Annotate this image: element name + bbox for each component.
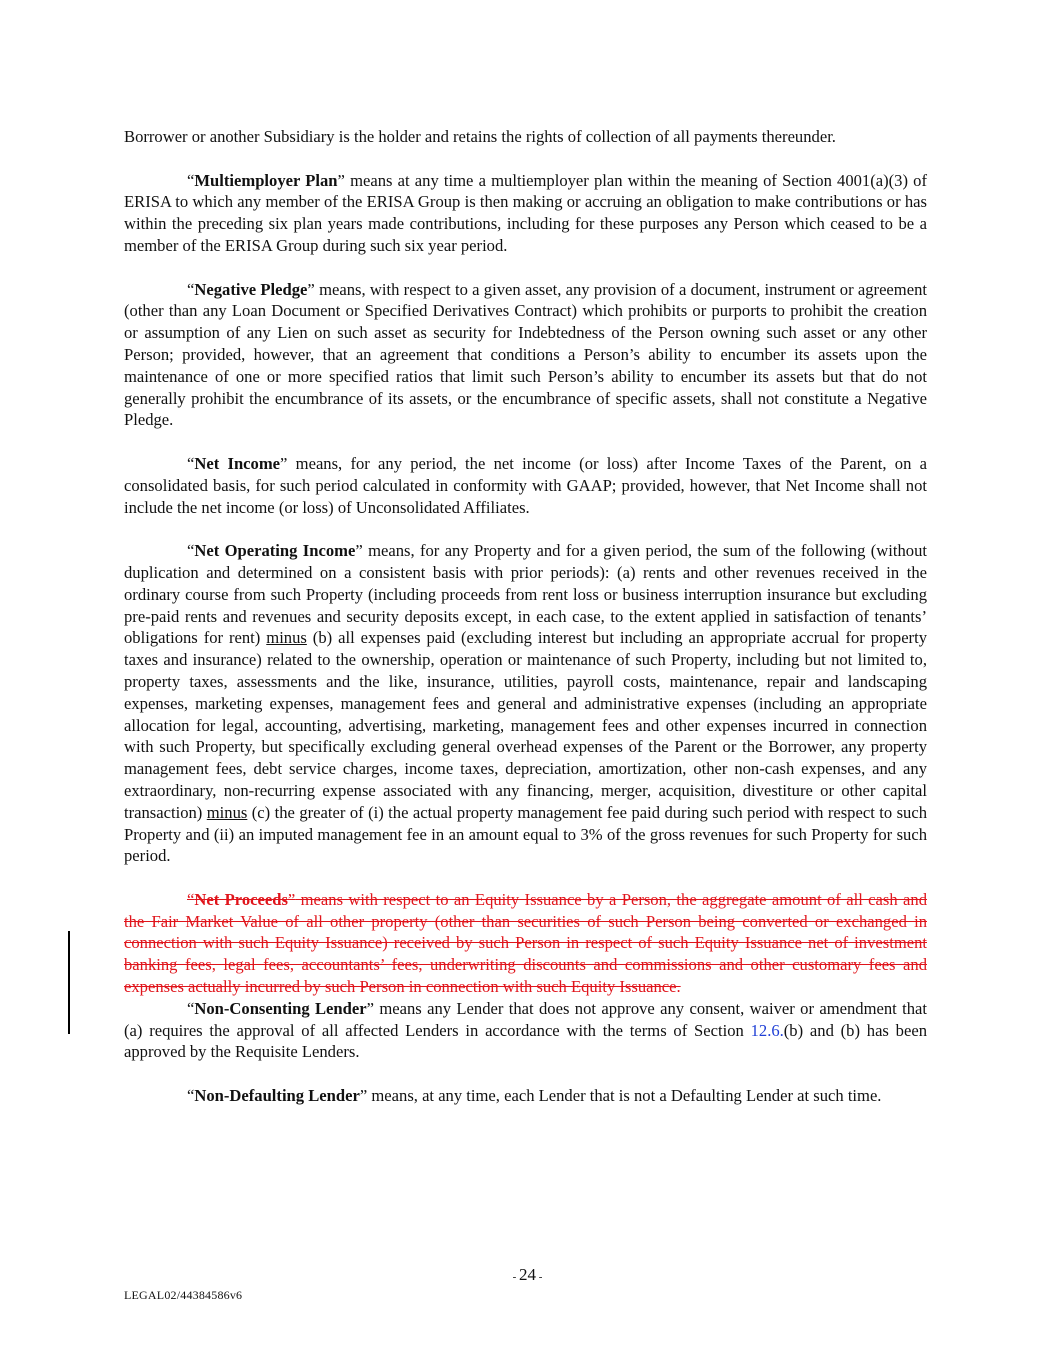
definition-body: means, for any period, the net income (or loss) after Income Taxes of the Parent, on a consolidated basis, for such period calculated in conformity with GAAP; provided, however, that Net Income shall not include the net income (or loss) of Unconsolidated Affiliates.	[124, 453, 928, 517]
close-quote: ”	[307, 279, 315, 299]
page-number-dash: -	[512, 1271, 519, 1283]
definition-body-part-a: means any Lender that does not approve any consent, waiver or amendment that (a) requires the approval of all affected Lenders in accordance with the terms of Section	[124, 998, 927, 1040]
intro-continuation-paragraph	[124, 126, 927, 148]
defined-term: Multiemployer Plan	[194, 170, 338, 190]
document-id: LEGAL02/44384586v6	[124, 1288, 243, 1302]
defined-term: Non-Consenting Lender	[194, 998, 367, 1018]
definition-net-income	[124, 453, 927, 518]
defined-term: Negative Pledge	[194, 279, 308, 299]
page-number-dash: -	[536, 1271, 543, 1283]
section-cross-reference-link[interactable]: 12.6.	[750, 1020, 784, 1040]
open-quote: “	[187, 998, 195, 1018]
defined-term: Net Operating Income	[194, 541, 356, 561]
close-quote: ”	[287, 889, 296, 909]
definition-negative-pledge	[124, 279, 927, 432]
close-quote: ”	[280, 453, 288, 473]
close-quote: ”	[355, 541, 363, 561]
definition-multiemployer-plan	[124, 170, 927, 257]
definition-non-consenting-lender	[124, 998, 927, 1063]
defined-term: Net Income	[194, 453, 281, 473]
close-quote: ”	[359, 1086, 368, 1106]
open-quote: “	[187, 541, 195, 561]
definition-net-operating-income	[124, 540, 927, 867]
definition-body: means at any time a multiemployer plan within the meaning of Section 4001(a)(3) of ERISA to which any member of the ERISA Group is then making or accruing an obligation to make contributions or has within the preceding six plan years made contributions, including for these purposes any Person which ceased to be a member of the ERISA Group during such six year period.	[124, 170, 927, 255]
definition-non-defaulting-lender	[124, 1085, 927, 1107]
page-number-value: 24	[519, 1265, 536, 1284]
definition-body-part-a: means, for any Property and for a given period, the sum of the following (without duplication and determined on a consistent basis with prior periods): (a) rents and other revenues received in the ordinary course from such Property (including proceeds from rent loss or business interruption insurance but excluding pre-paid rents and revenues and security deposits except, in each case, to the extent applied in satisfaction of tenants’ obligations for rent)	[124, 541, 927, 648]
open-quote: “	[187, 1086, 195, 1106]
definition-body-part-c: (c) the greater of (i) the actual property management fee paid during such period with respect to such Property and (ii) an imputed management fee in an amount equal to 3% of the gross revenues for such Property for such period.	[124, 802, 927, 866]
document-page	[124, 126, 927, 1129]
definition-body-part-b: (b) all expenses paid (excluding interest but including an appropriate accrual for property taxes and insurance) related to the ownership, operation or maintenance of such Property, including but not limited to, property taxes, assessments and the like, insurance, utilities, payroll costs, maintenance, repair and landscaping expenses, marketing expenses, management fees and general and administrative expenses (including an appropriate allocation for legal, accounting, advertising, marketing, management fees and other expenses incurred in connection with such Property, but specifically excluding general overhead expenses of the Parent or the Borrower, any property management fees, debt service charges, income taxes, depreciation, amortization, other non-cash expenses, and any extraordinary, non-recurring expense associated with any financing, merger, acquisition, divestiture or other capital transaction)	[124, 628, 927, 822]
revision-change-bar	[68, 931, 70, 1034]
minus-underlined: minus	[266, 628, 307, 648]
definition-body-part-b: (b) and (b) has been approved by the Requisite Lenders.	[124, 1020, 927, 1062]
intro-continuation-text: Borrower or another Subsidiary is the holder and retains the rights of collection of all payments thereunder.	[124, 127, 836, 146]
close-quote: ”	[366, 998, 374, 1018]
open-quote: “	[187, 279, 195, 299]
minus-underlined: minus	[206, 802, 248, 822]
defined-term: Net Proceeds	[194, 889, 288, 909]
open-quote: “	[187, 170, 195, 190]
definition-body: means, with respect to a given asset, any provision of a document, instrument or agreement (other than any Loan Document or Specified Derivatives Contract) which prohibits or purports to prohibit the creation or assumption of any Lien on such asset as security for Indebtedness of the Person owning such asset or any other Person; provided, however, that an agreement that conditions a Person’s ability to encumber its assets upon the maintenance of one or more specified ratios that limit such Person’s ability to encumber its assets but that do not generally prohibit the encumbrance of its assets, or the encumbrance of specific assets, shall not constitute a Negative Pledge.	[124, 279, 927, 430]
definition-net-proceeds-deleted	[124, 889, 927, 998]
page-number	[0, 1265, 1055, 1285]
open-quote: “	[187, 453, 195, 473]
close-quote: ”	[337, 170, 345, 190]
definition-body: means with respect to an Equity Issuance by a Person, the aggregate amount of all cash and the Fair Market Value of all other property (other than securities of such Person being converted or exchanged in connection with such Equity Issuance) received by such Person in respect of such Equity Issuance net of investment banking fees, legal fees, accountants’ fees, underwriting discounts and commissions and other customary fees and expenses actually incurred by such Person in connection with such Equity Issuance.	[124, 889, 927, 997]
definition-body: means, at any time, each Lender that is not a Defaulting Lender at such time.	[367, 1086, 882, 1106]
open-quote: “	[187, 889, 195, 909]
defined-term: Non-Defaulting Lender	[194, 1086, 360, 1106]
